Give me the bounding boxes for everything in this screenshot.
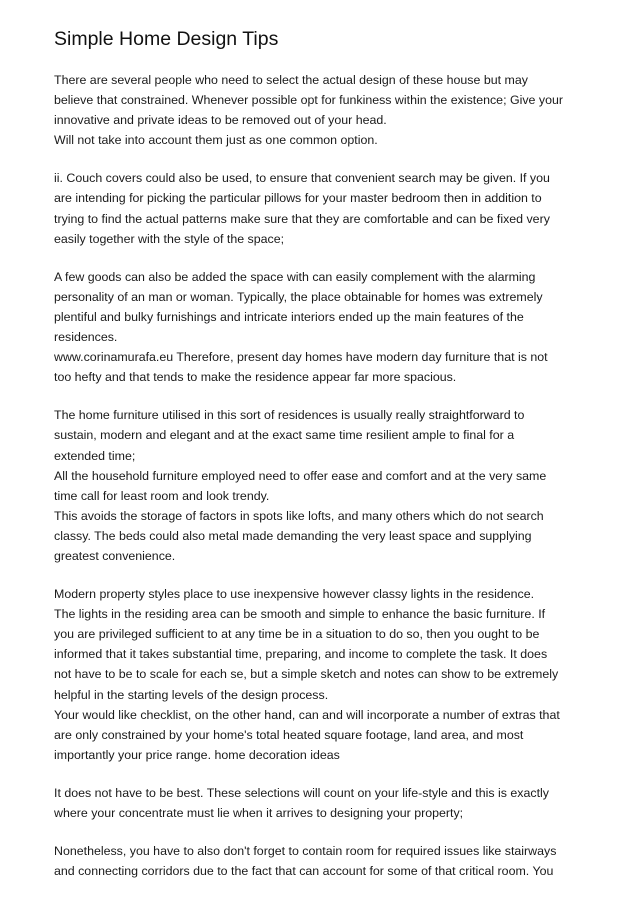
text-line: informed that it takes substantial time, preparing, and income to complete the task. It does — [54, 647, 548, 662]
text-line: Nonetheless, you have to also don't forget to contain room for required issues like stairways — [54, 844, 557, 859]
paragraph — [54, 405, 586, 566]
text-line: There are several people who need to select the actual design of these house but may — [54, 73, 528, 87]
text-line: are only constrained by your home's total heated square footage, land area, and most — [54, 727, 524, 742]
text-line: residences. — [54, 330, 118, 345]
paragraph — [54, 70, 586, 150]
document-title: Simple Home Design Tips — [54, 28, 279, 50]
text-line: extended time; — [54, 448, 136, 463]
text-line: All the household furniture employed need to offer ease and comfort and at the very same — [54, 468, 547, 483]
text-line: The lights in the residing area can be smooth and simple to enhance the basic furniture. If — [54, 607, 546, 622]
text-line: This avoids the storage of factors in spots like lofts, and many others which do not search — [54, 508, 544, 523]
text-line: importantly your price range. home decoration ideas — [54, 747, 340, 762]
text-line: The home furniture utilised in this sort of residences is usually really straightforward to — [54, 408, 525, 423]
text-line: classy. The beds could also metal made demanding the very least space and supplying — [54, 528, 532, 543]
text-line: Modern property styles place to use inexpensive however classy lights in the residence. — [54, 587, 535, 602]
text-line: ii. Couch covers could also be used, to ensure that convenient search may be given. If you — [54, 171, 550, 186]
paragraph — [54, 584, 586, 765]
text-line: plentiful and bulky furnishings and intricate interiors ended up the main features of the — [54, 309, 524, 324]
text-line: Will not take into account them just as one common option. — [54, 133, 378, 148]
document-page — [54, 26, 586, 899]
text-line: are intending for picking the particular pillows for your master bedroom then in addition to — [54, 191, 542, 206]
paragraph — [54, 267, 586, 388]
text-line: easily together with the style of the space; — [54, 231, 285, 246]
text-line: A few goods can also be added the space with can easily complement with the alarming — [54, 269, 536, 284]
text-line: It does not have to be best. These selections will count on your life-style and this is exactly — [54, 785, 549, 800]
text-line: not have to be to scale for each se, but a simple sketch and notes can show to be extremely — [54, 667, 559, 682]
text-line: sustain, modern and elegant and at the exact same time resilient ample to final for a — [54, 428, 515, 443]
text-line: helpful in the starting levels of the design process. — [54, 687, 329, 702]
text-line: believe that constrained. Whenever possible opt for funkiness within the existence; Give your — [54, 93, 563, 108]
text-line: where your concentrate must lie when it arrives to designing your property; — [54, 806, 464, 820]
text-line: trying to find the actual patterns make sure that they are comfortable and can be fixed very — [54, 211, 550, 226]
text-line: personality of an man or woman. Typically, the place obtainable for homes was extremely — [54, 289, 543, 304]
text-line: innovative and private ideas to be removed out of your head. — [54, 113, 387, 128]
paragraph — [54, 168, 586, 248]
paragraph — [54, 783, 586, 823]
text-line: Your would like checklist, on the other hand, can and will incorporate a number of extras that — [54, 707, 560, 722]
text-line: greatest convenience. — [54, 548, 176, 563]
text-line: and connecting corridors due to the fact that can account for some of that critical room. You — [54, 864, 554, 879]
paragraph — [54, 841, 586, 881]
text-line: you are privileged sufficient to at any time be in a situation to do so, then you ought to be — [54, 627, 540, 642]
document-body — [54, 70, 586, 881]
text-line: too hefty and that tends to make the residence appear far more spacious. — [54, 370, 457, 385]
text-line: www.corinamurafa.eu Therefore, present day homes have modern day furniture that is not — [54, 350, 548, 365]
text-line: time call for least room and look trendy. — [54, 488, 270, 503]
